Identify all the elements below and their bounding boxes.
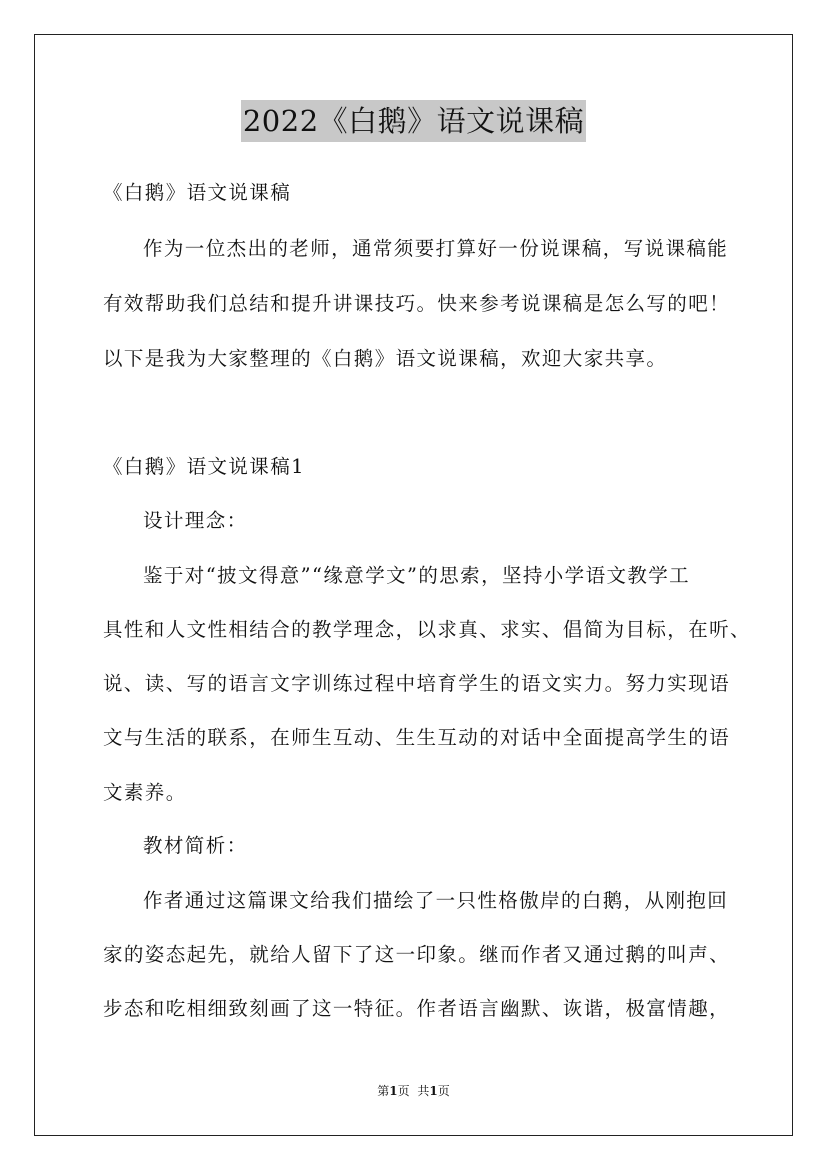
document-subtitle: 《白鹅》语文说课稿 [103, 181, 292, 204]
page-prefix: 第 [377, 1084, 390, 1098]
design-label: 设计理念： [143, 509, 248, 532]
intro-line-2: 有效帮助我们总结和提升讲课技巧。快来参考说课稿是怎么写的吧！ [103, 292, 731, 315]
page-suffix: 页 [397, 1084, 410, 1098]
intro-line-1: 作为一位杰出的老师，通常须要打算好一份说课稿，写说课稿能 [143, 237, 729, 260]
total-number: 1 [429, 1084, 438, 1098]
page-footer [0, 1083, 827, 1099]
design-line-5: 文素养。 [103, 781, 187, 804]
material-line-2: 家的姿态起先，就给人留下了这一印象。继而作者又通过鹅的叫声、 [103, 943, 731, 966]
design-line-4: 文与生活的联系，在师生互动、生生互动的对话中全面提高学生的语 [103, 726, 731, 749]
intro-line-3: 以下是我为大家整理的《白鹅》语文说课稿，欢迎大家共享。 [103, 347, 668, 370]
material-line-1: 作者通过这篇课文给我们描绘了一只性格傲岸的白鹅，从刚抱回 [143, 889, 729, 912]
total-prefix: 共 [417, 1084, 430, 1098]
design-line-2: 具性和人文性相结合的教学理念，以求真、求实、倡简为目标，在听、 [103, 618, 751, 641]
title-container [0, 100, 827, 142]
material-line-3: 步态和吃相细致刻画了这一特征。作者语言幽默、诙谐，极富情趣， [103, 997, 731, 1020]
design-line-3: 说、读、写的语言文字训练过程中培育学生的语文实力。努力实现语 [103, 672, 731, 695]
design-line-1: 鉴于对“披文得意”“缘意学文”的思索，坚持小学语文教学工 [143, 564, 691, 587]
page-number: 1 [389, 1084, 398, 1098]
section-heading: 《白鹅》语文说课稿1 [103, 455, 305, 478]
total-suffix: 页 [437, 1084, 450, 1098]
material-label: 教材简析： [143, 834, 248, 857]
document-title: 2022《白鹅》语文说课稿 [241, 100, 586, 142]
